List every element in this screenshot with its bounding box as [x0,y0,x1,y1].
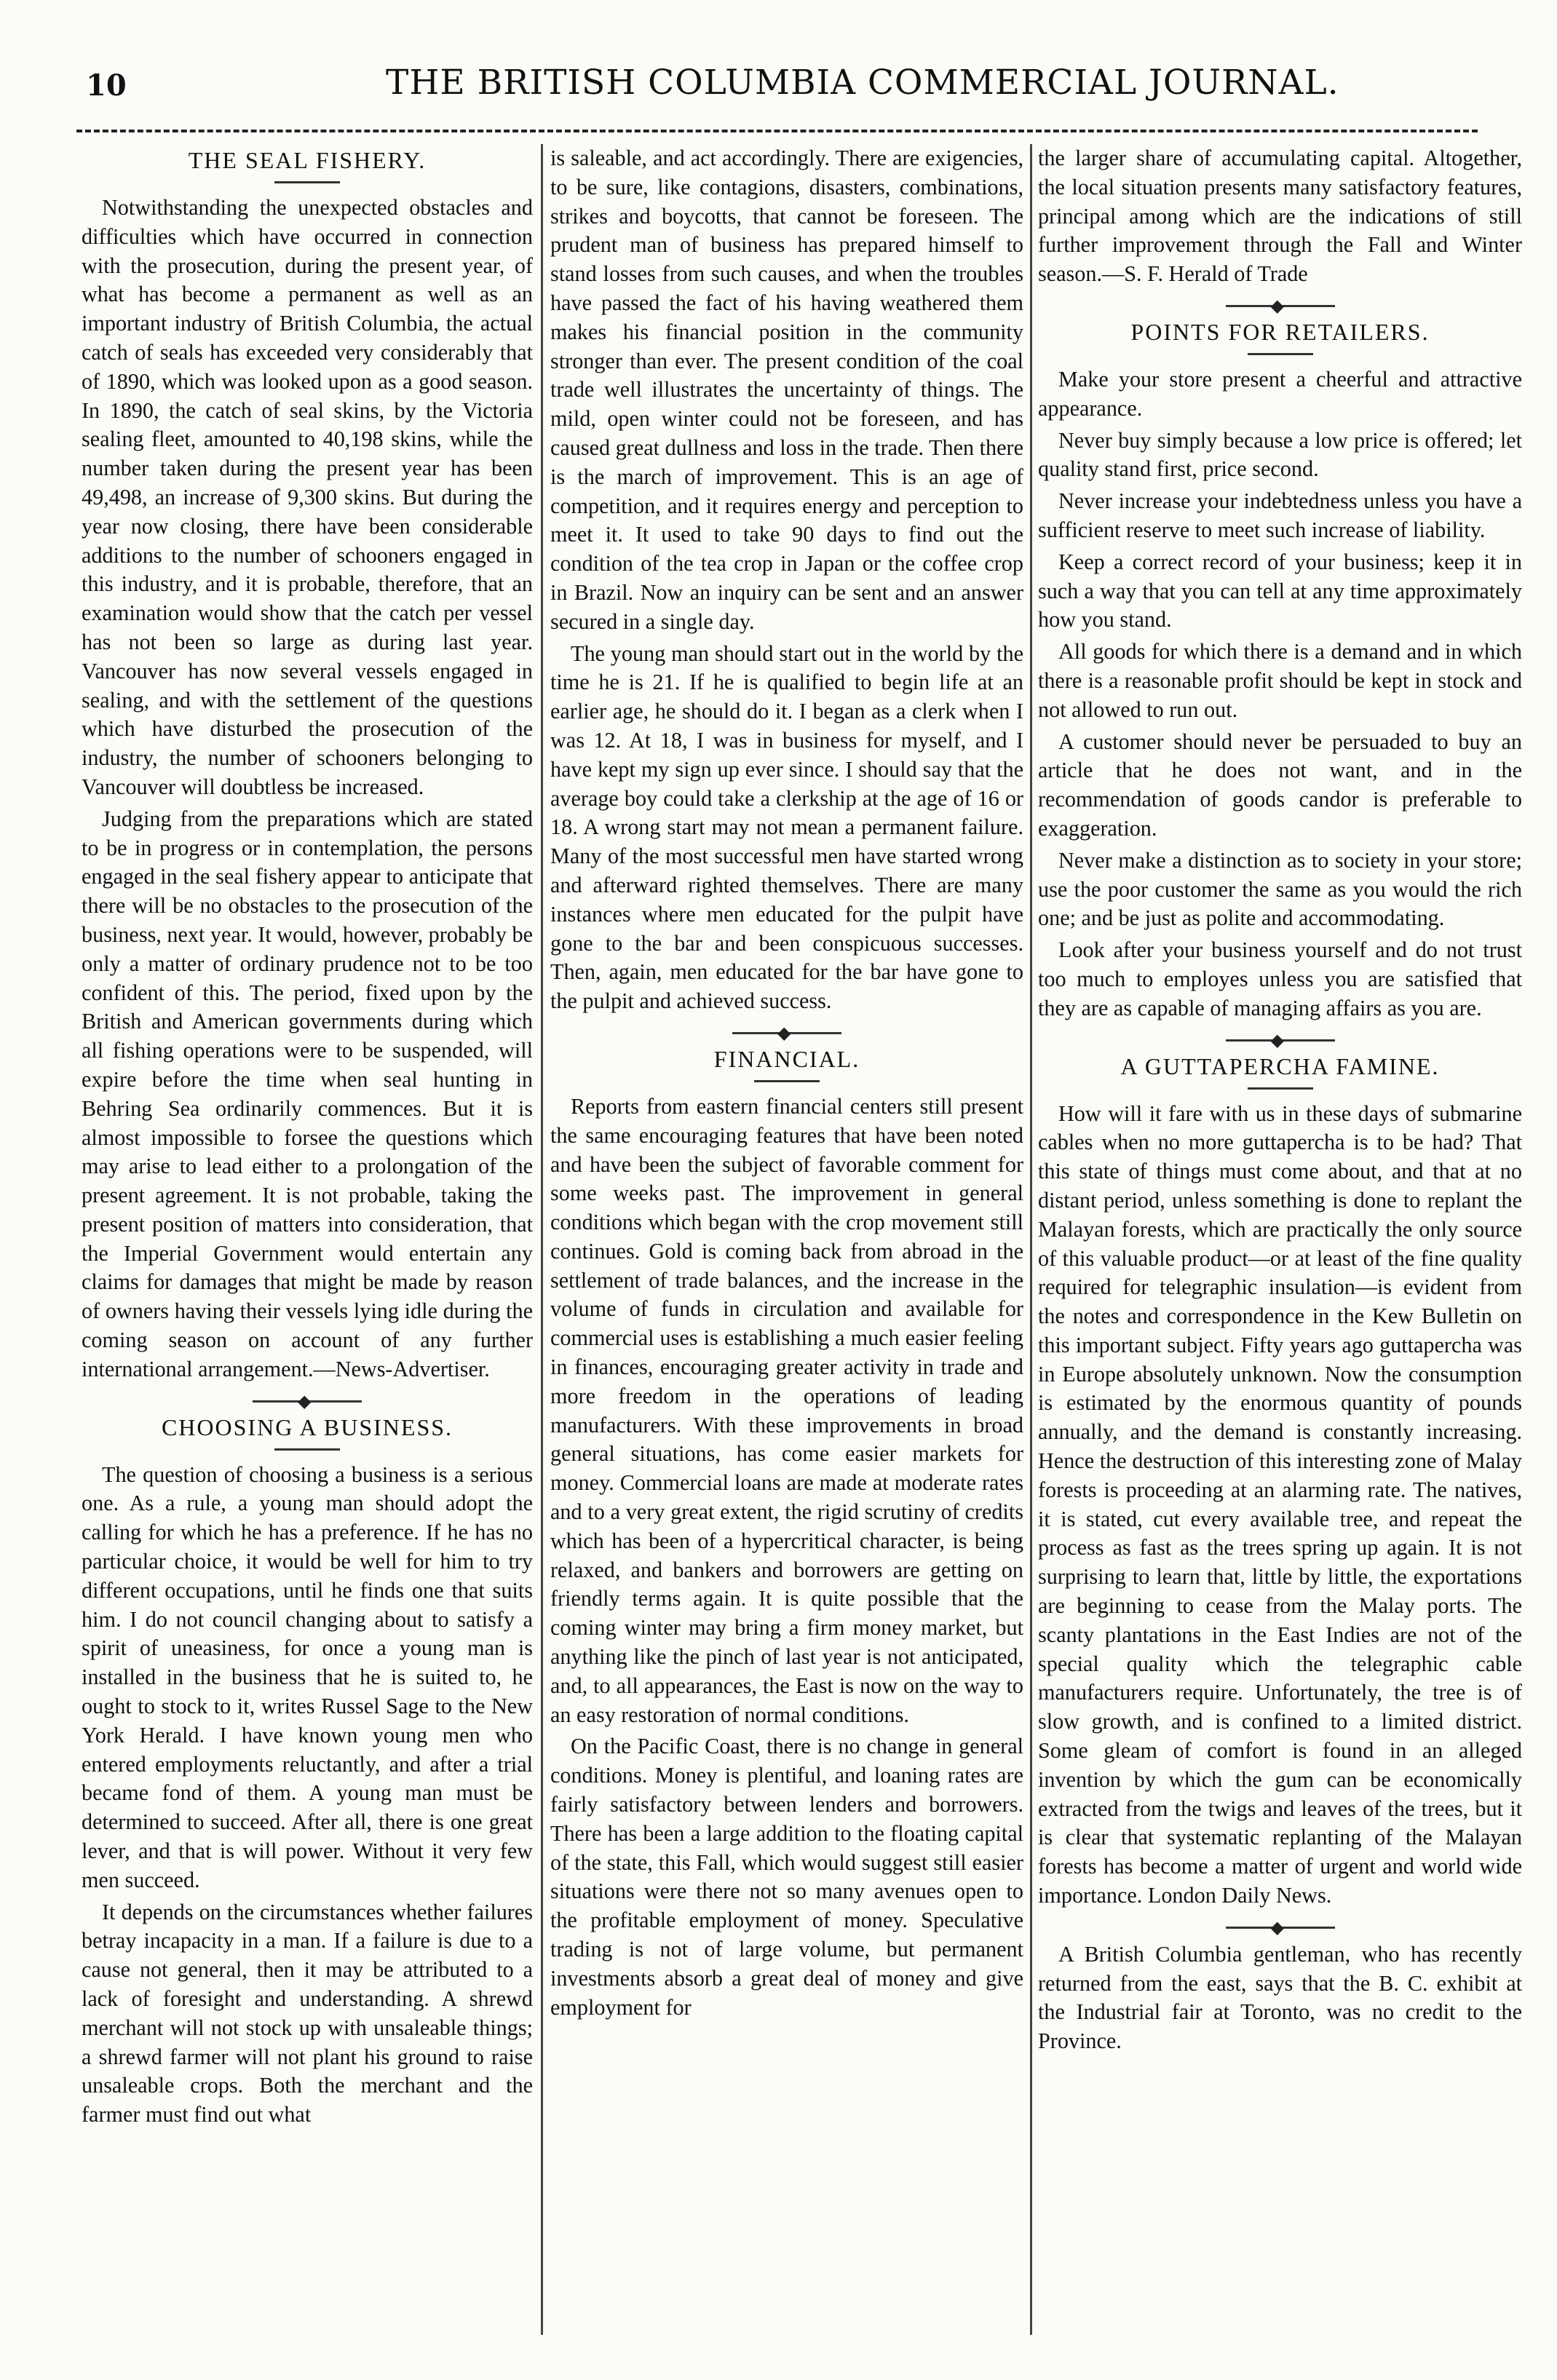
paragraph: Notwithstanding the unexpected obstacles and difficulties which have occurred in connection with the prosecution, during the present year, of what has become a permanent as well as an important industry of British Columbia, the actual catch of seals has exceeded very considerably that of 1890, which was looked upon as a good season. In 1890, the catch of seal skins, by the Victoria sealing fleet, amounted to 40,198 skins, while the number taken during the present year has been 49,498, an increase of 9,300 skins. But during the year now closing, there have been considerable additions to the number of schooners engaged in this industry, and it is probable, therefore, that an examination would show that the catch per vessel has not been so large as during last year. Vancouver has now several vessels engaged in sealing, and with the settlement of the questions which have disturbed the prosecution of the industry, the number of schooners belonging to Vancouver will doubtless be increased. [82,195,533,799]
section-divider [1226,1927,1335,1929]
paragraph: Never buy simply because a low price is offered; let quality stand first, price second. [1038,427,1522,482]
header-rule [76,130,1478,132]
paragraph: A customer should never be persuaded to buy an article that he does not want, and in the recommendation of goods candor is preferable to exaggeration. [1038,729,1522,841]
column-2 [550,144,1023,2342]
section-divider [1226,1039,1335,1042]
article-title-guttapercha: A GUTTAPERCHA FAMINE. [1120,1052,1440,1079]
section-divider [732,1032,841,1034]
paragraph: Reports from eastern financial centers still present the same encouraging features that have been noted and have been the subject of favorable comment for some weeks past. The improvement in general conditions which began with the crop movement still continues. Gold is coming back from abroad in the settlement of trade balances, and the increase in the volume of funds in circulation and available for commercial uses is establishing a much easier feeling in finances, encouraging greater activity in trade and more freedom in the operations of leading manufacturers. With these improvements in broad general situations, has come easier markets for money. Commercial loans are made at moderate rates and to a very great extent, the rigid scrutiny of credits which has been of a hypercritical character, is being relaxed, and bankers and borrowers are getting on friendly terms again. It is quite possible that the coming winter may bring a firm money market, but anything like the pinch of last year is not anticipated, and, to all appearances, the East is now on the way to an easy restoration of normal conditions. [550,1093,1023,1727]
paragraph: How will it fare with us in these days of submarine cables when no more guttapercha is to be had? That this state of things must come about, and that at no distant period, unless something is done to replant the Malayan forests, which are practically the only source of this valuable product—or at least of the fine quality required for telegraphic insulation—is evident from the notes and correspondence in the Kew Bulletin on this important subject. Fifty years ago guttapercha was in Europe absolutely unknown. Now the consumption is estimated by the enormous quantity of pounds annually, and the demand is constantly increasing. Hence the destruction of this interesting zone of Malay forests is proceeding at an alarming rate. The natives, it is stated, cut every available tree, and repeat the process as fast as the trees spring up again. It is not surprising to learn that, little by little, the exportations are beginning to cease from the Malay ports. The scanty plantations in the East Indies are not of the special quality which the telegraphic cable manufacturers require. Unfortunately, the tree is of slow growth, and is confined to a limited district. Some gleam of comfort is found in an alleged invention by which the gum can be economically extracted from the twigs and leaves of the trees, but it is clear that systematic replanting of the Malayan forests has become a matter of urgent and world wide importance. London Daily News. [1038,1100,1522,1908]
column-divider [1030,144,1032,2335]
section-divider [253,1400,362,1403]
paragraph: All goods for which there is a demand and in which there is a reasonable profit should be kept in stock and not allowed to run out. [1038,639,1522,722]
article-title-financial: FINANCIAL. [713,1045,860,1072]
paragraph: On the Pacific Coast, there is no change in general conditions. Money is plentiful, and loaning rates are fairly satisfactory between lenders and borrowers. There has been a large addition to the floating capital of the state, this Fall, which would suggest still easier situations were there not so many avenues open to the profitable employment of money. Speculative trading is not of large volume, but permanent investments absorb a great deal of money and give employment for [550,1734,1023,2020]
paragraph: A British Columbia gentleman, who has recently returned from the east, says that the B. C. exhibit at the Industrial fair at Toronto, was no credit to the Province. [1038,1941,1522,2054]
section-divider [1226,305,1335,307]
journal-masthead: THE BRITISH COLUMBIA COMMERCIAL JOURNAL. [386,63,1339,103]
paragraph: Never make a distinction as to society in your store; use the poor customer the same as you would the rich one; and be just as polite and accommodating. [1038,847,1522,931]
paragraph: The question of choosing a business is a serious one. As a rule, a young man should adopt the calling for which he has a preference. If he has no particular choice, it would be well for him to try different occupations, until he finds one that suits him. I do not council changing about to satisfy a spirit of uneasiness, for once a young man is installed in the business that he is suited to, he ought to stock to it, writes Russel Sage to the New York Herald. I have known young men who entered employments reluctantly, and after a trial became fond of them. A young man must be determined to succeed. After all, there is one great lever, and that is will power. Without it very few men succeed. [82,1461,533,1892]
paragraph: Make your store present a cheerful and attractive appearance. [1038,366,1522,421]
column-1 [82,144,533,2342]
title-rule [754,1080,820,1082]
paragraph: Judging from the preparations which are stated to be in progress or in contemplation, the persons engaged in the seal fishery appear to anticipate that there will be no obstacles to the prosecution of the business, next year. It would, however, probably be only a matter of ordinary prudence not to be too confident of this. The period, fixed upon by the British and American governments during which all fishing operations were to be suspended, will expire before the time when seal hunting in Behring Sea ordinarily commences. But it is almost impossible to forsee the questions which may arise to lead either to a prolongation of the present agreement. It is not probable, taking the present position of matters into consideration, that the Imperial Government would entertain any claims for damages that might be made by reason of owners having their vessels lying idle during the coming season on account of any further international arrangement.—News-Advertiser. [82,806,533,1381]
column-3 [1038,144,1522,2342]
column-divider [541,144,543,2335]
title-rule [1248,1087,1313,1090]
paragraph: is saleable, and act accordingly. There are exigencies, to be sure, like contagions, disasters, combinations, strikes and boycotts, that cannot be foreseen. The prudent man of business has prepared himself to stand losses from such causes, and when the troubles have passed the fact of his having weathered them makes his financial position in the community stronger than ever. The present condition of the coal trade well illustrates the uncertainty of things. The mild, open winter could not be foreseen, and has caused great dullness and loss in the trade. Then there is the march of improvement. This is an age of competition, and it requires energy and perception to meet it. It used to take 90 days to find out the condition of the tea crop in Japan or the coffee crop in Brazil. Now an inquiry can be sent and an answer secured in a single day. [550,146,1023,634]
paragraph: It depends on the circumstances whether failures betray incapacity in a man. If a failure is due to a cause not general, then it may be attributed to a lack of foresight and understanding. A shrewd merchant will not stock up with unsaleable things; a shrewd farmer will not plant his ground to raise unsaleable crops. Both the merchant and the farmer must find out what [82,1899,533,2127]
title-rule [274,181,340,183]
article-title-points-retailers: POINTS FOR RETAILERS. [1130,318,1430,345]
title-rule [274,1448,340,1451]
paragraph: Never increase your indebtedness unless you have a sufficient reserve to meet such increase of liability. [1038,488,1522,542]
article-title-choosing-business: CHOOSING A BUSINESS. [161,1413,453,1440]
paragraph: The young man should start out in the world by the time he is 21. If he is qualified to begin life at an earlier age, he should do it. I began as a clerk when I was 12. At 18, I was in business for myself, and I have kept my sign up ever since. I should say that the average boy could take a clerkship at the age of 16 or 18. A wrong start may not mean a permanent failure. Many of the most successful men have started wrong and afterward righted themselves. There are many instances where men educated for the pulpit have gone to the bar and been conspicuous successes. Then, again, men educated for the bar have gone to the pulpit and achieved success. [550,640,1023,1014]
paragraph: Look after your business yourself and do not trust too much to employes unless you are satisfied that they are as capable of managing affairs as you are. [1038,937,1522,1020]
page-number: 10 [86,68,127,103]
article-title-seal-fishery: THE SEAL FISHERY. [188,147,427,173]
paragraph: Keep a correct record of your business; keep it in such a way that you can tell at any time approximately how you stand. [1038,549,1522,632]
paragraph: the larger share of accumulating capital. Altogether, the local situation presents many satisfactory features, principal among which are the indications of still further improvement through the Fall and Winter season.—S. F. Herald of Trade [1038,146,1522,287]
title-rule [1248,353,1313,355]
